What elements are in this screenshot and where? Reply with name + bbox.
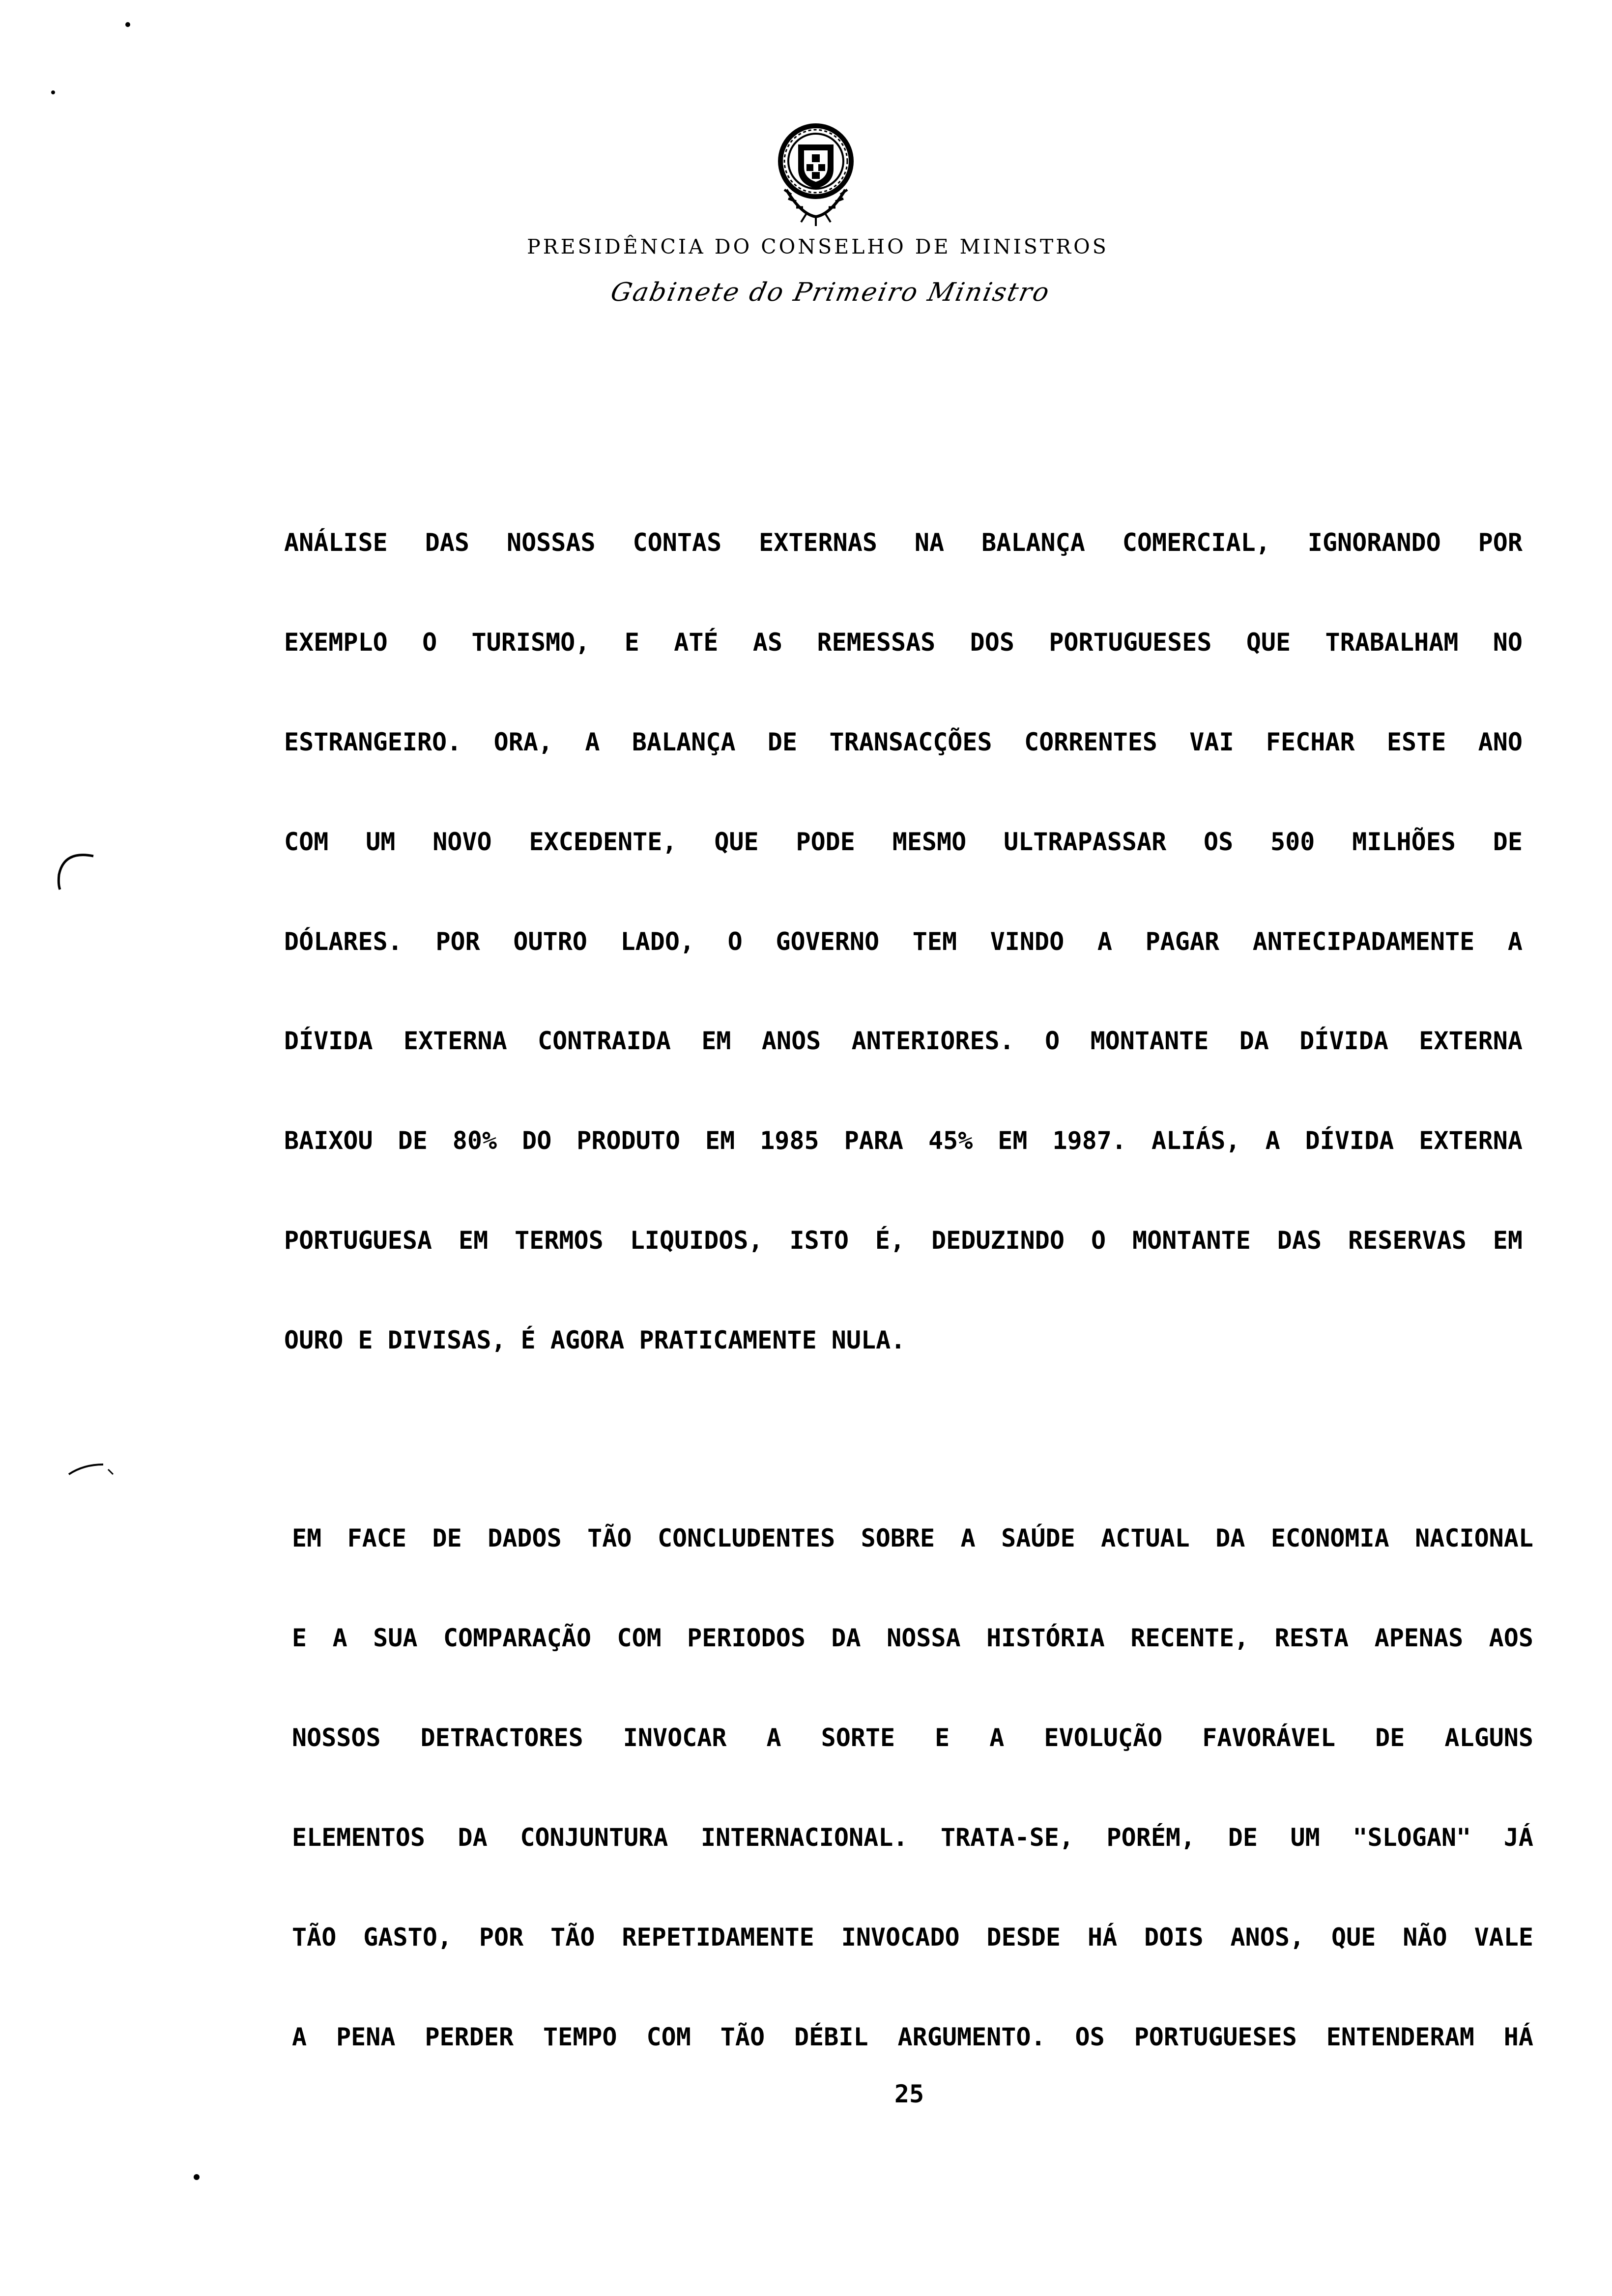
scan-mark xyxy=(64,1455,123,1484)
scan-dot xyxy=(123,20,133,29)
text-line: A PENA PERDER TEMPO COM TÃO DÉBIL ARGUMENTO. OS PORTUGUESES ENTENDERAM HÁ xyxy=(292,2023,1533,2051)
scan-dot xyxy=(192,2172,202,2182)
text-line: EM FACE DE DADOS TÃO CONCLUDENTES SOBRE A SAÚDE ACTUAL DA ECONOMIA NACIONAL xyxy=(292,1524,1533,1552)
institution-name: PRESIDÊNCIA DO CONSELHO DE MINISTROS xyxy=(527,235,1109,258)
text-line: TÃO GASTO, POR TÃO REPETIDAMENTE INVOCADO DESDE HÁ DOIS ANOS, QUE NÃO VALE xyxy=(292,1923,1533,1952)
text-line: OURO E DIVISAS, É AGORA PRATICAMENTE NULA. xyxy=(284,1326,906,1354)
coat-of-arms-icon xyxy=(757,116,875,234)
scan-mark xyxy=(44,845,98,894)
text-line: NOSSOS DETRACTORES INVOCAR A SORTE E A EVOLUÇÃO FAVORÁVEL DE ALGUNS xyxy=(292,1723,1533,1752)
text-line: DÍVIDA EXTERNA CONTRAIDA EM ANOS ANTERIORES. O MONTANTE DA DÍVIDA EXTERNA xyxy=(284,1027,1523,1055)
text-line: EXEMPLO O TURISMO, E ATÉ AS REMESSAS DOS PORTUGUESES QUE TRABALHAM NO xyxy=(284,628,1523,657)
text-line: ELEMENTOS DA CONJUNTURA INTERNACIONAL. TRATA-SE, PORÉM, DE UM "SLOGAN" JÁ xyxy=(292,1823,1533,1852)
text-line: DÓLARES. POR OUTRO LADO, O GOVERNO TEM VINDO A PAGAR ANTECIPADAMENTE A xyxy=(284,927,1523,956)
text-line: PORTUGUESA EM TERMOS LIQUIDOS, ISTO É, DEDUZINDO O MONTANTE DAS RESERVAS EM xyxy=(284,1226,1523,1255)
text-line: ESTRANGEIRO. ORA, A BALANÇA DE TRANSACÇÕES CORRENTES VAI FECHAR ESTE ANO xyxy=(284,728,1523,756)
text-line: ANÁLISE DAS NOSSAS CONTAS EXTERNAS NA BALANÇA COMERCIAL, IGNORANDO POR xyxy=(284,528,1523,557)
text-line: E A SUA COMPARAÇÃO COM PERIODOS DA NOSSA HISTÓRIA RECENTE, RESTA APENAS AOS xyxy=(292,1624,1533,1652)
text-line: COM UM NOVO EXCEDENTE, QUE PODE MESMO ULTRAPASSAR OS 500 MILHÕES DE xyxy=(284,828,1523,856)
cabinet-name: Gabinete do Primeiro Ministro xyxy=(608,278,1053,307)
page-number: 25 xyxy=(894,2080,924,2108)
text-line: BAIXOU DE 80% DO PRODUTO EM 1985 PARA 45% EM 1987. ALIÁS, A DÍVIDA EXTERNA xyxy=(284,1126,1523,1155)
scan-dot xyxy=(49,88,57,96)
